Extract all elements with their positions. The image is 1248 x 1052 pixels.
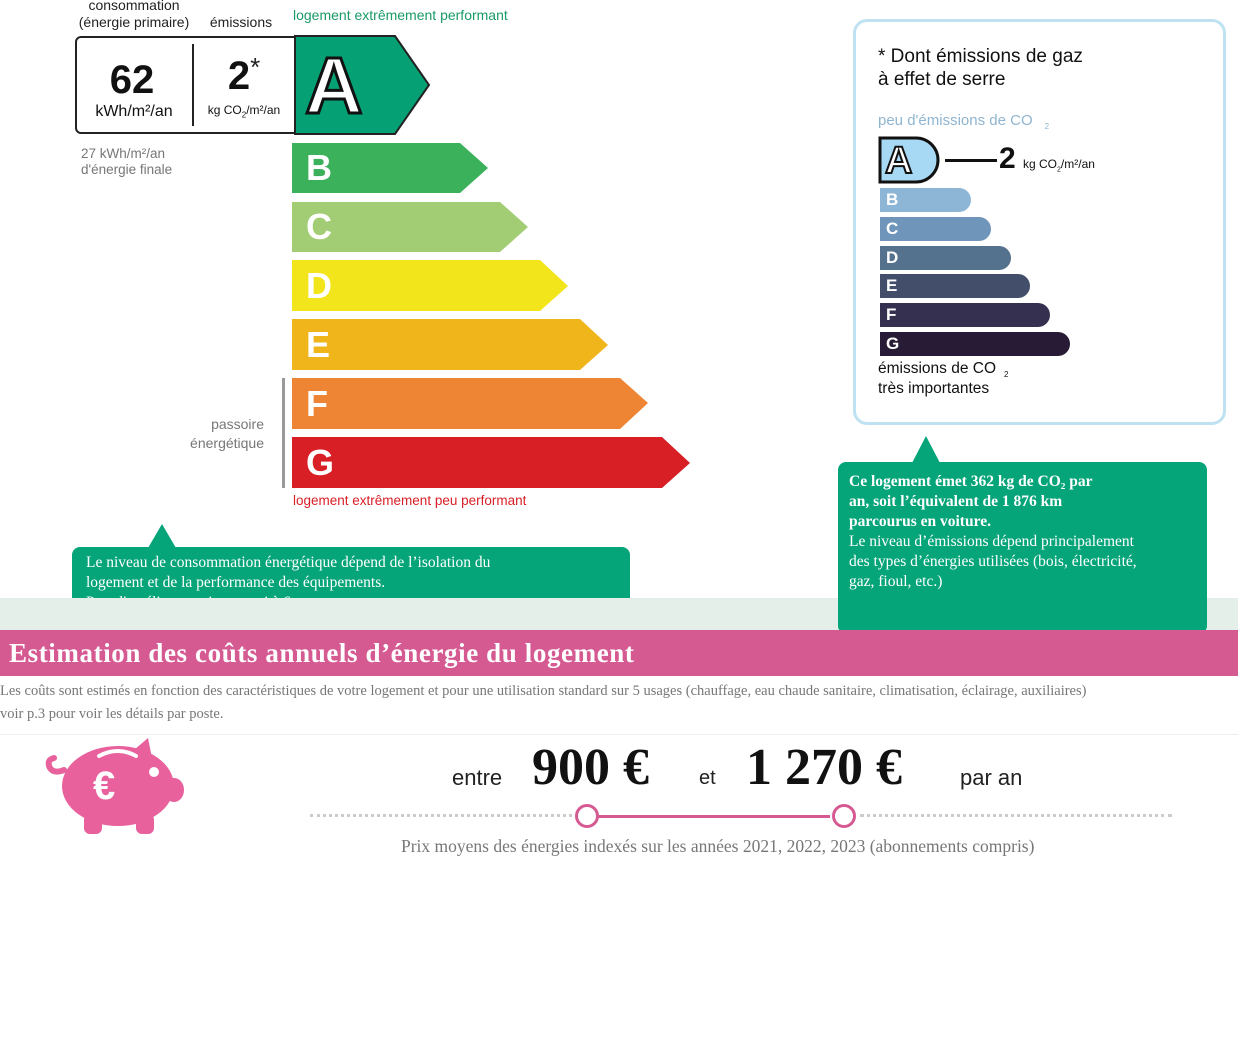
- ges-bar-c: C: [880, 217, 991, 241]
- final-energy-line2: d'énergie finale: [81, 162, 173, 177]
- consumption-header: consommation: [88, 0, 180, 13]
- ges-info-bubble: [838, 462, 1207, 634]
- energy-bar-e: [292, 319, 608, 370]
- energy-bar-f: [292, 378, 648, 429]
- range-line: [590, 815, 830, 818]
- ges-title-line2: à effet de serre: [878, 69, 1006, 90]
- cost-description-line2: voir p.3 pour voir les détails par poste.: [0, 706, 224, 722]
- range-max-marker: [832, 804, 856, 828]
- ges-low-label: peu d'émissions de CO $_2$: [878, 112, 1050, 131]
- section-band-left: [0, 598, 838, 630]
- ges-bubble-line3: parcourus en voiture.: [849, 513, 991, 530]
- range-dots-left: [310, 814, 572, 817]
- left-bubble-pointer: [148, 524, 176, 548]
- top-performance-label: logement extrêmement performant: [293, 7, 508, 23]
- ges-bar-g: G: [880, 332, 1070, 356]
- energy-letter-e: E: [306, 323, 331, 365]
- energy-bar-d: [292, 260, 568, 311]
- emissions-header: émissions: [209, 14, 273, 30]
- ges-high-label-line2: très importantes: [878, 380, 990, 397]
- energy-bubble-line2: logement et de la performance des équipements.: [86, 574, 386, 591]
- ges-bar-f: F: [880, 303, 1050, 327]
- energy-letter-f: F: [306, 382, 328, 424]
- energy-letter-b: B: [306, 147, 332, 188]
- ges-bubble-line4: Le niveau d’émissions dépend principalement: [849, 533, 1134, 550]
- section-band-right: [1207, 598, 1238, 630]
- range-min-marker: [575, 804, 599, 828]
- energy-current-class-letter: A: [305, 41, 363, 130]
- primary-energy-header: (énergie primaire): [78, 14, 190, 30]
- ges-bubble-line1: Ce logement émet 362 kg de CO₂ par: [849, 473, 1093, 490]
- energy-letter-c: C: [306, 206, 332, 247]
- range-dots-right: [860, 814, 1172, 817]
- passoire-line1: passoire: [211, 416, 264, 432]
- bottom-performance-label: logement extrêmement peu performant: [293, 493, 527, 508]
- ges-title-line1: * Dont émissions de gaz: [878, 46, 1083, 67]
- cost-section-header: [0, 630, 1238, 676]
- ges-unit: kg $CO_2/m^2/an$: [1023, 157, 1095, 174]
- cost-word-per-year: par an: [960, 765, 1023, 790]
- ges-bubble-line5: des types d’énergies utilisées (bois, électricité,: [849, 553, 1137, 570]
- cost-section-title: Estimation des coûts annuels d’énergie du logement: [9, 638, 635, 668]
- energy-letter-d: D: [306, 264, 332, 306]
- consumption-unit: kWh/m²/an: [95, 103, 173, 120]
- energy-bar-g: [292, 437, 690, 488]
- passoire-indicator: [282, 378, 285, 488]
- cost-word-between: entre: [452, 765, 503, 790]
- ges-bubble-line2: an, soit l’équivalent de 1 876 km: [849, 493, 1063, 510]
- energy-letter-g: G: [306, 441, 335, 483]
- ges-bar-d: D: [880, 246, 1011, 270]
- cost-max-value: 1 270 €: [746, 739, 902, 796]
- ges-bar-e: E: [880, 274, 1030, 298]
- ges-value: 2: [999, 142, 1016, 175]
- emission-value: 2: [227, 54, 251, 98]
- ges-high-label: émissions de CO $_2$: [878, 360, 1009, 380]
- cost-description-line1: Les coûts sont estimés en fonction des caractéristiques de votre logement et pour une utilisation standard sur 5 usages (chauffage, eau chaude sanitaire, climatisation, éclairage, auxiliaires): [0, 683, 1087, 699]
- right-bubble-pointer: [912, 436, 940, 463]
- ges-bar-b: B: [880, 188, 971, 212]
- consumption-value: 62: [109, 58, 155, 102]
- emission-star: *: [250, 52, 261, 82]
- cost-min-value: 900 €: [532, 739, 649, 796]
- ges-bubble-line6: gaz, fioul, etc.): [849, 573, 943, 590]
- ges-current-class-letter: A: [885, 140, 913, 182]
- price-note: Prix moyens des énergies indexés sur les années 2021, 2022, 2023 (abonnements compris): [401, 836, 1035, 856]
- piggy-euro-symbol: €: [93, 764, 116, 808]
- passoire-line2: énergétique: [190, 435, 264, 451]
- cost-word-and: et: [699, 767, 716, 789]
- cost-divider: [0, 734, 1238, 735]
- final-energy-line1: 27 kWh/m²/an: [81, 146, 166, 161]
- ges-connector-line: [945, 159, 997, 162]
- energy-bubble-line1: Le niveau de consommation énergétique dépend de l’isolation du: [86, 554, 491, 571]
- emission-unit: kg $CO_2/m^2/an$: [207, 103, 281, 120]
